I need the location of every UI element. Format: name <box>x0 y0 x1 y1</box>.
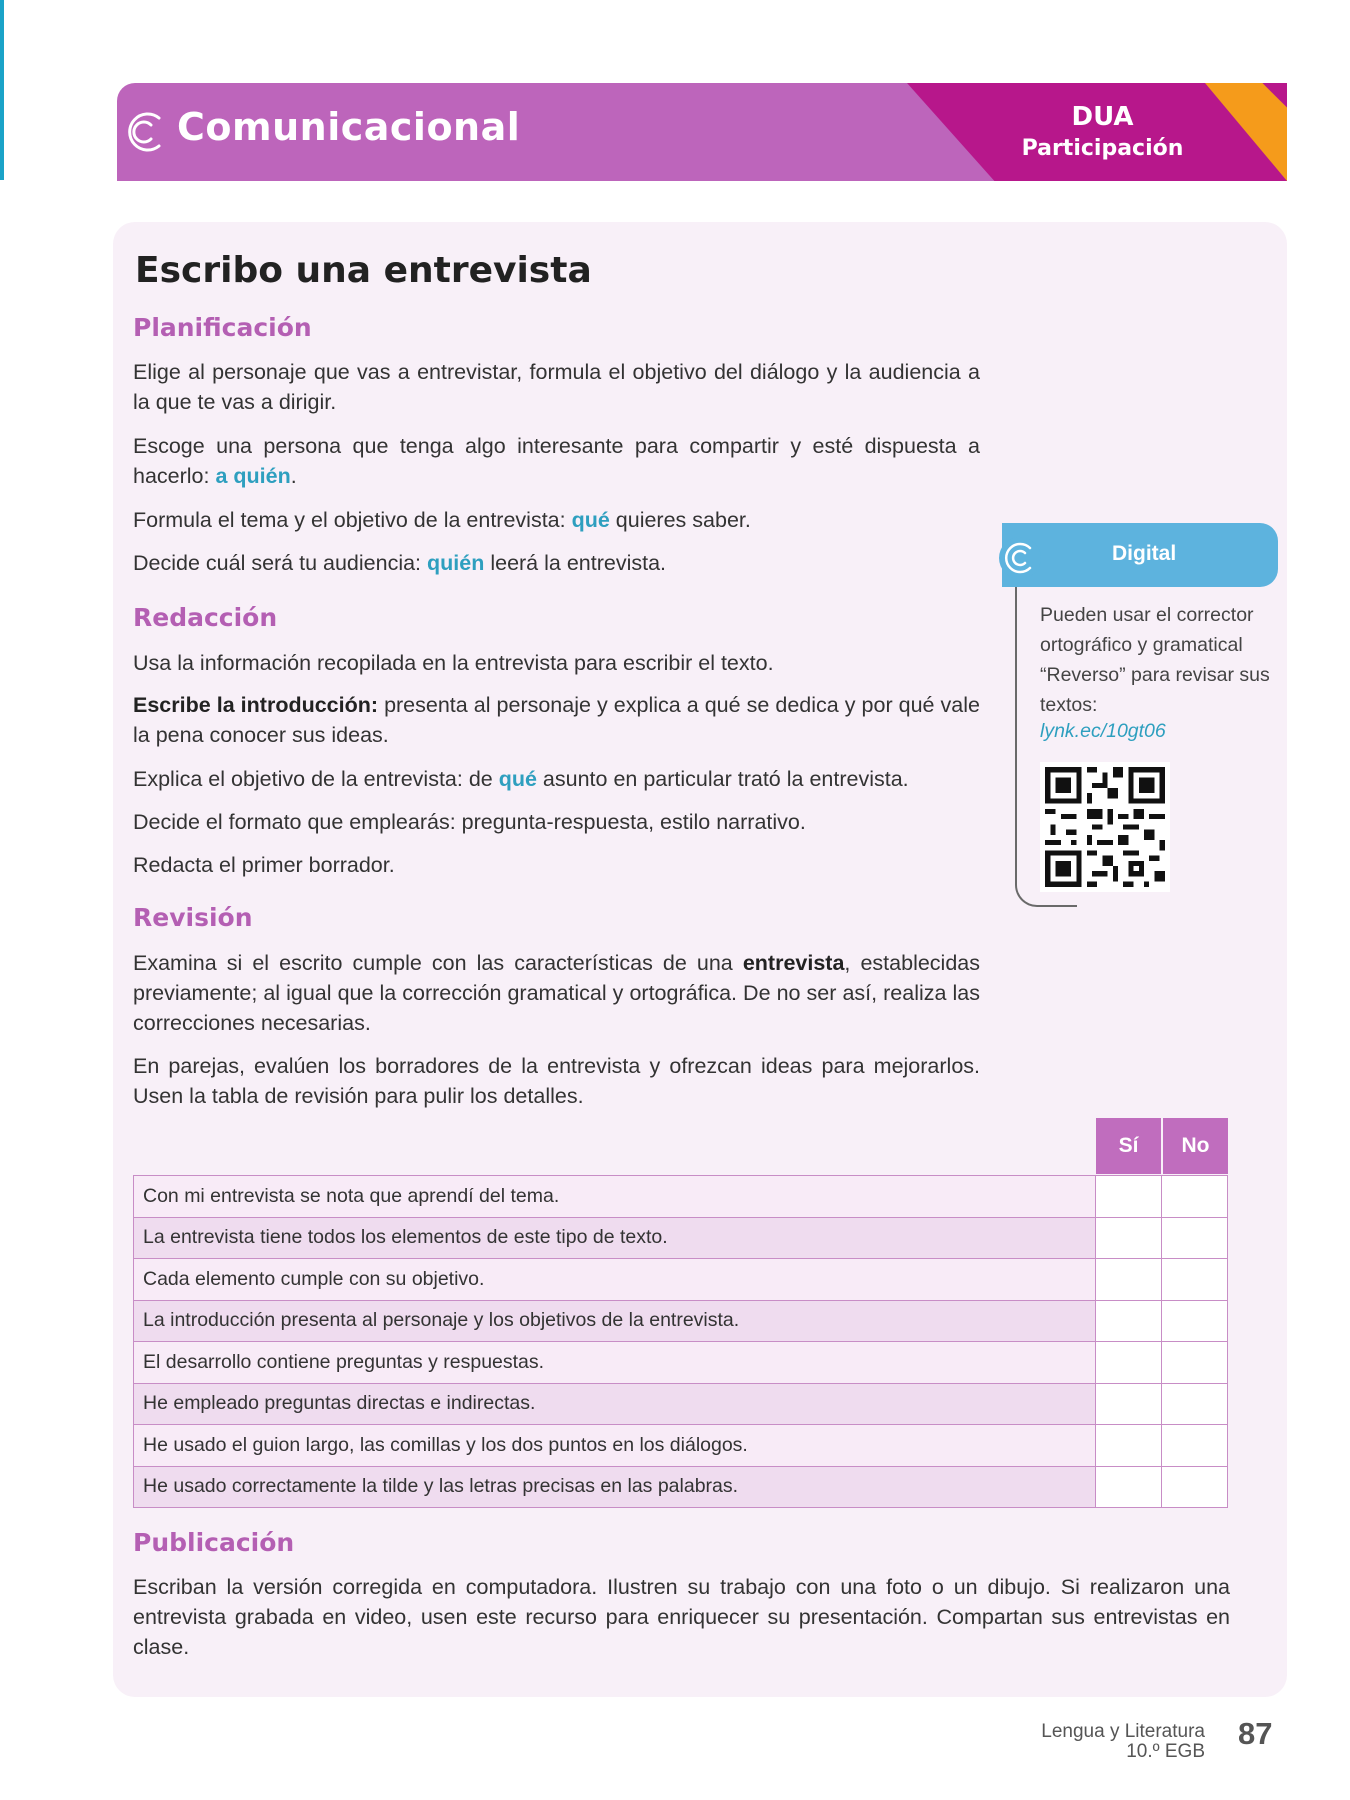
table-row-criterion: He empleado preguntas directas e indirectas. <box>134 1383 1096 1425</box>
footer-subject <box>950 1722 1205 1762</box>
footer-subject-name: Lengua y Literatura <box>1041 1721 1205 1742</box>
table-cell-no[interactable] <box>1162 1466 1228 1508</box>
section-banner <box>117 83 1287 181</box>
page-number: 87 <box>1238 1716 1273 1751</box>
highlight-que-2: qué <box>498 767 537 791</box>
planificacion-paragraph-4: Decide cuál será tu audiencia: quién leerá la entrevista. <box>133 551 667 575</box>
table-row <box>134 1425 1228 1467</box>
table-cell-si[interactable] <box>1096 1217 1162 1259</box>
digital-label: Digital <box>1112 542 1177 565</box>
table-cell-si[interactable] <box>1096 1383 1162 1425</box>
footer-grade: 10.º EGB <box>1126 1741 1205 1762</box>
table-cell-si[interactable] <box>1096 1425 1162 1467</box>
revision-paragraph-1: Examina si el escrito cumple con las características de una entrevista, establecidas previamente; al igual que la corrección gramatical y ortográfica. De no ser así, realiza las correcciones necesarias. <box>133 951 980 1035</box>
digital-link[interactable]: lynk.ec/10gt06 <box>1040 720 1166 742</box>
redaccion-paragraph-3: Explica el objetivo de la entrevista: de qué asunto en particular trató la entrevista. <box>133 767 909 791</box>
page-title: Escribo una entrevista <box>135 250 592 291</box>
redaccion-paragraph-5: Redacta el primer borrador. <box>133 853 395 877</box>
table-row <box>134 1466 1228 1508</box>
table-cell-no[interactable] <box>1162 1176 1228 1218</box>
highlight-quien: quién <box>427 551 485 575</box>
table-row <box>134 1300 1228 1342</box>
revision-table <box>133 1175 1228 1508</box>
dua-subtitle: Participación <box>1021 136 1184 161</box>
table-cell-no[interactable] <box>1162 1342 1228 1384</box>
table-row-criterion: He usado el guion largo, las comillas y los dos puntos en los diálogos. <box>134 1425 1096 1467</box>
planificacion-paragraph-1: Elige al personaje que vas a entrevistar, formula el objetivo del diálogo y la audiencia a la que te vas a dirigir. <box>133 360 980 414</box>
table-cell-si[interactable] <box>1096 1342 1162 1384</box>
table-cell-no[interactable] <box>1162 1259 1228 1301</box>
planificacion-paragraph-3: Formula el tema y el objetivo de la entrevista: qué quieres saber. <box>133 508 751 532</box>
planificacion-paragraph-2: Escoge una persona que tenga algo interesante para compartir y esté dispuesta a hacerlo: a quién. <box>133 434 980 488</box>
redaccion-paragraph-4: Decide el formato que emplearás: pregunta-respuesta, estilo narrativo. <box>133 810 806 834</box>
table-header-si: Sí <box>1096 1118 1161 1174</box>
table-row <box>134 1217 1228 1259</box>
table-row <box>134 1176 1228 1218</box>
table-row-criterion: El desarrollo contiene preguntas y respuestas. <box>134 1342 1096 1384</box>
publicacion-paragraph: Escriban la versión corregida en computadora. Ilustren su trabajo con una foto o un dibujo. Si realizaron una entrevista grabada en video, usen este recurso para enriquecer su presentación. Compartan sus entrevistas en clase. <box>133 1575 1230 1659</box>
table-header-no: No <box>1163 1118 1228 1174</box>
heading-planificacion: Planificación <box>133 313 312 342</box>
redaccion-paragraph-1: Usa la información recopilada en la entrevista para escribir el texto. <box>133 651 774 675</box>
comunicacional-icon <box>121 108 169 156</box>
table-cell-si[interactable] <box>1096 1176 1162 1218</box>
highlight-a-quien: a quién <box>215 464 291 488</box>
table-row-criterion: Con mi entrevista se nota que aprendí del tema. <box>134 1176 1096 1218</box>
banner-title: Comunicacional <box>177 105 521 149</box>
heading-publicacion: Publicación <box>133 1528 295 1557</box>
table-cell-si[interactable] <box>1096 1300 1162 1342</box>
revision-paragraph-2: En parejas, evalúen los borradores de la entrevista y ofrezcan ideas para mejorarlos. Usen la tabla de revisión para pulir los detalles. <box>133 1054 980 1108</box>
heading-revision: Revisión <box>133 903 253 932</box>
redaccion-paragraph-2: Escribe la introducción: presenta al personaje y explica a qué se dedica y por qué vale la pena conocer sus ideas. <box>133 693 980 747</box>
dua-title: DUA <box>1071 102 1134 132</box>
table-row-criterion: He usado correctamente la tilde y las letras precisas en las palabras. <box>134 1466 1096 1508</box>
page-edge-rule <box>0 0 4 180</box>
table-cell-si[interactable] <box>1096 1259 1162 1301</box>
table-row-criterion: La entrevista tiene todos los elementos de este tipo de texto. <box>134 1217 1096 1259</box>
digital-c-icon <box>998 536 1042 580</box>
table-row-criterion: Cada elemento cumple con su objetivo. <box>134 1259 1096 1301</box>
table-row <box>134 1342 1228 1384</box>
table-cell-no[interactable] <box>1162 1383 1228 1425</box>
table-row-criterion: La introducción presenta al personaje y los objetivos de la entrevista. <box>134 1300 1096 1342</box>
table-cell-si[interactable] <box>1096 1466 1162 1508</box>
qr-code-icon[interactable] <box>1040 762 1170 892</box>
table-cell-no[interactable] <box>1162 1425 1228 1467</box>
heading-redaccion: Redacción <box>133 603 278 632</box>
table-cell-no[interactable] <box>1162 1217 1228 1259</box>
table-cell-no[interactable] <box>1162 1300 1228 1342</box>
table-row <box>134 1259 1228 1301</box>
table-row <box>134 1383 1228 1425</box>
highlight-que: qué <box>571 508 610 532</box>
digital-text: Pueden usar el corrector ortográfico y gramatical “Reverso” para revisar sus textos: <box>1040 604 1270 716</box>
